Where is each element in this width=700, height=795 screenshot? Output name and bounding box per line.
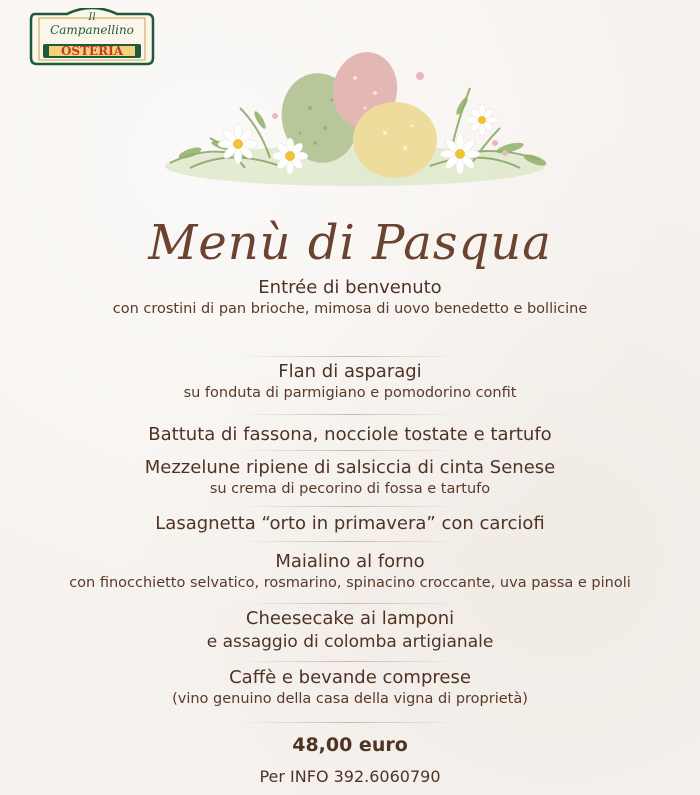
course-cheesecake [0, 608, 700, 652]
divider [240, 506, 460, 507]
course-name: Entrée di benvenuto [258, 277, 442, 298]
course-lasagnetta [0, 513, 700, 534]
divider [240, 450, 460, 451]
divider [240, 722, 460, 723]
divider [240, 541, 460, 542]
course-description: e assaggio di colomba artigianale [206, 632, 494, 652]
osteria-logo [27, 8, 157, 70]
menu-price: 48,00 euro [292, 734, 408, 756]
logo-line1: Il [88, 12, 96, 23]
course-entree [0, 277, 700, 317]
divider [240, 661, 460, 662]
course-description: su fonduta di parmigiano e pomodorino confit [183, 385, 517, 401]
course-mezzelune [0, 457, 700, 497]
course-name: Maialino al forno [275, 551, 425, 572]
course-description: (vino genuino della casa della vigna di proprietà) [172, 691, 528, 707]
course-name: Lasagnetta “orto in primavera” con carciofi [155, 513, 545, 534]
logo-name: Campanellino [50, 23, 134, 37]
course-battuta [0, 424, 700, 445]
course-description: su crema di pecorino di fossa e tartufo [209, 481, 491, 497]
logo-banner: OSTERIA [60, 44, 124, 58]
divider [240, 603, 460, 604]
course-description: con crostini di pan brioche, mimosa di uovo benedetto e bollicine [112, 301, 588, 317]
divider [240, 356, 460, 357]
course-name: Cheesecake ai lamponi [245, 608, 455, 629]
contact-info: Per INFO 392.6060790 [259, 767, 441, 786]
course-description: con finocchietto selvatico, rosmarino, spinacino croccante, uva passa e pinoli [69, 575, 631, 591]
course-name: Mezzelune ripiene di salsiccia di cinta Senese [144, 457, 556, 478]
divider [240, 414, 460, 415]
course-name: Caffè e bevande comprese [229, 667, 471, 688]
easter-eggs-illustration [150, 48, 560, 198]
course-flan [0, 361, 700, 401]
course-caffe [0, 667, 700, 707]
course-name: Battuta di fassona, nocciole tostate e tartufo [148, 424, 552, 445]
course-maialino [0, 551, 700, 591]
course-name: Flan di asparagi [278, 361, 422, 382]
menu-title: Menù di Pasqua [148, 215, 552, 271]
